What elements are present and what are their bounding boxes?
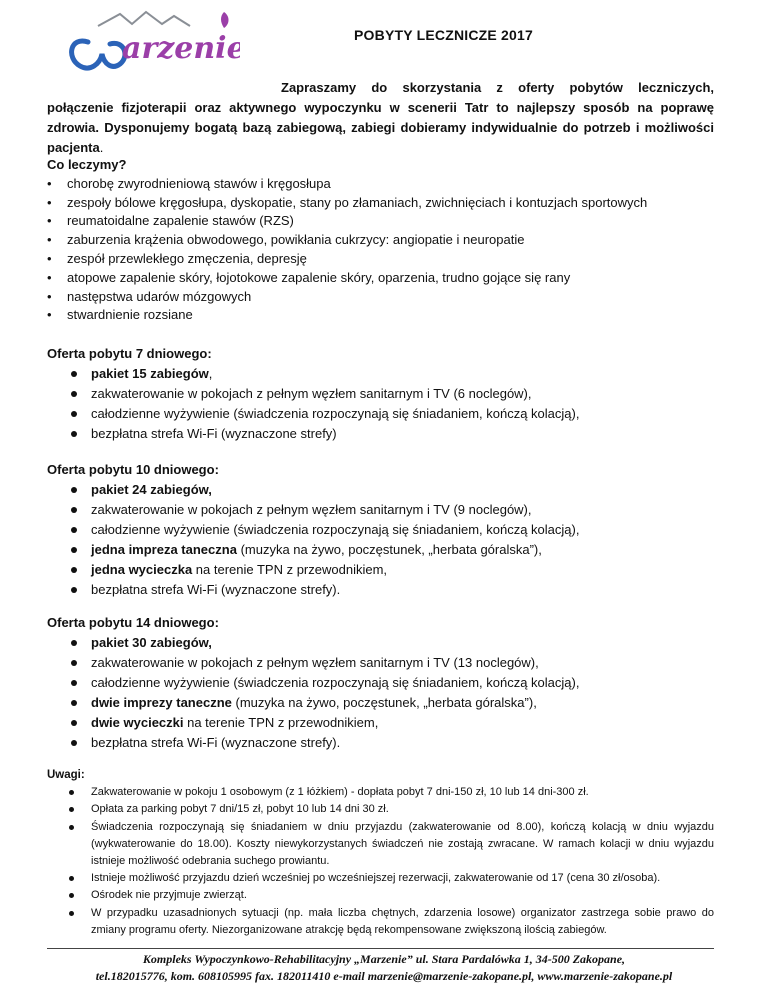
footer-address: Kompleks Wypoczynkowo-Rehabilitacyjny „Marzenie” ul. Stara Pardalówka 1, 34-500 Zakopane, [142, 952, 626, 966]
treatments-section [47, 156, 647, 325]
offer-item [47, 733, 579, 753]
intro-paragraph: Zapraszamy do skorzystania z oferty pobytów leczniczych, połączenie fizjoterapii oraz aktywnego wypoczynku w scenerii Tatr to najlepszy sposób na poprawę zdrowia. Dysponujemy bogatą bazą zabiegową, zabiegi dobieramy indywidualnie do potrzeb i możliwości pacjenta. [47, 80, 714, 155]
note-item: Ośrodek nie przyjmuje zwierząt. [47, 887, 714, 904]
offer-item-text: na terenie TPN z przewodnikiem, [192, 562, 388, 577]
offer-10-heading: Oferta pobytu 10 dniowego: [47, 462, 219, 477]
offer-item-text: bezpłatna strefa Wi-Fi (wyznaczone strefy) [91, 426, 337, 441]
logo-heart-m [72, 41, 125, 68]
note-item: W przypadku uzasadnionych sytuacji (np. mała liczba chętnych, zdarzenia losowe) organizator zastrzega sobie prawo do zmiany programu oferty. Niezorganizowane atrakcję będą rekompensowane zwiększoną ilością zabiegów. [47, 905, 714, 939]
offer-item-highlight: pakiet 24 zabiegów, [91, 482, 212, 497]
offer-item [47, 424, 579, 444]
offer-item-text: zakwaterowanie w pokojach z pełnym węzłem sanitarnym i TV (6 noclegów), [91, 386, 532, 401]
offer-item [47, 384, 579, 404]
note-item: Istnieje możliwość przyjazdu dzień wcześniej po wcześniejszej rezerwacji, zakwaterowanie od 17 (cena 30 zł/osoba). [47, 870, 714, 887]
offer-item [47, 653, 579, 673]
offer-7-list [47, 364, 579, 444]
treatment-item: • zespół przewlekłego zmęczenia, depresję [47, 250, 647, 269]
offer-item-text: całodzienne wyżywienie (świadczenia rozpoczynają się śniadaniem, kończą kolacją), [91, 675, 580, 690]
offer-item-highlight: pakiet 30 zabiegów, [91, 635, 212, 650]
offer-item [47, 364, 579, 384]
logo [62, 6, 240, 76]
page-title: POBYTY LECZNICZE 2017 [354, 27, 533, 43]
note-item: Zakwaterowanie w pokoju 1 osobowym (z 1 łóżkiem) - dopłata pobyt 7 dni-150 zł, 10 lub 14 dni-300 zł. [47, 784, 714, 801]
treatment-item: • zaburzenia krążenia obwodowego, powikłania cukrzycy: angiopatie i neuropatie [47, 231, 647, 250]
treatment-item: • chorobę zwyrodnieniową stawów i kręgosłupa [47, 175, 647, 194]
offer-item [47, 580, 579, 600]
offer-item-text: zakwaterowanie w pokojach z pełnym węzłem sanitarnym i TV (9 noclegów), [91, 502, 532, 517]
offer-item-text: zakwaterowanie w pokojach z pełnym węzłem sanitarnym i TV (13 noclegów), [91, 655, 539, 670]
note-item: Opłata za parking pobyt 7 dni/15 zł, pobyt 10 lub 14 dni 30 zł. [47, 801, 714, 818]
notes-list [47, 784, 714, 939]
treatment-item: • stwardnienie rozsiane [47, 306, 647, 325]
offer-item [47, 693, 579, 713]
offer-item-highlight: dwie imprezy taneczne [91, 695, 232, 710]
offer-item [47, 560, 579, 580]
offer-item-highlight: jedna impreza taneczna [91, 542, 237, 557]
offer-item-text: (muzyka na żywo, poczęstunek, „herbata góralska”), [231, 695, 537, 710]
intro-text: Zapraszamy do skorzystania z oferty pobytów leczniczych, połączenie fizjoterapii oraz aktywnego wypoczynku w scenerii Tatr to najlepszy sposób na poprawę zdrowia. Dysponujemy bogatą bazą zabiegową, zabiegi dobieramy indywidualnie do potrzeb i możliwości pacjenta [47, 80, 714, 155]
offer-14-list [47, 633, 579, 753]
offer-7-section [47, 344, 579, 444]
logo-graphic [62, 6, 240, 76]
notes-heading: Uwagi: [47, 769, 85, 781]
footer-contact: tel.182015776, kom. 608105995 fax. 182011410 e-mail marzenie@marzenie-zakopane.pl, www.marzenie-zakopane.pl [95, 969, 673, 983]
offer-item-highlight: jedna wycieczka [91, 562, 193, 577]
offer-item-highlight: dwie wycieczki [91, 715, 184, 730]
offer-item-text: bezpłatna strefa Wi-Fi (wyznaczone strefy). [91, 582, 341, 597]
offer-item-text: całodzienne wyżywienie (świadczenia rozpoczynają się śniadaniem, kończą kolacją), [91, 406, 580, 421]
offer-14-heading: Oferta pobytu 14 dniowego: [47, 615, 219, 630]
offer-item [47, 404, 579, 424]
offer-10-section [47, 460, 579, 600]
offer-item [47, 480, 579, 500]
offer-item [47, 633, 579, 653]
treatments-heading: Co leczymy? [47, 157, 127, 172]
treatment-item: • atopowe zapalenie skóry, łojotokowe zapalenie skóry, oparzenia, trudno gojące się rany [47, 269, 647, 288]
offer-item [47, 540, 579, 560]
offer-7-heading: Oferta pobytu 7 dniowego: [47, 346, 212, 361]
offer-item [47, 673, 579, 693]
offer-14-section [47, 613, 579, 753]
offer-item-text: na terenie TPN z przewodnikiem, [183, 715, 379, 730]
footer-divider [47, 948, 714, 949]
offer-item-highlight: pakiet 15 zabiegów [91, 366, 209, 381]
notes-section [47, 767, 714, 939]
treatment-item: • reumatoidalne zapalenie stawów (RZS) [47, 212, 647, 231]
treatments-list [47, 175, 647, 325]
logo-wordmark: arzenie [122, 31, 240, 66]
offer-item-text: całodzienne wyżywienie (świadczenia rozpoczynają się śniadaniem, kończą kolacją), [91, 522, 580, 537]
offer-item-text: , [208, 366, 213, 381]
note-item: Świadczenia rozpoczynają się śniadaniem w dniu przyjazdu (zakwaterowanie od 8.00), kończą kolacją w dniu wyjazdu (wykwaterowanie do 18.00). Koszty niewykorzystanych świadczeń nie zostają zwracane. W ramach kolacji w dniu wyjazdu istnieje możliwość odebrania suchego prowiantu. [47, 819, 714, 871]
offer-10-list [47, 480, 579, 600]
offer-item [47, 500, 579, 520]
mountain-outline [98, 12, 190, 26]
logo-leaf [221, 12, 229, 28]
offer-item-text: (muzyka na żywo, poczęstunek, „herbata góralska”), [236, 542, 542, 557]
treatment-item: • następstwa udarów mózgowych [47, 288, 647, 307]
offer-item-text: bezpłatna strefa Wi-Fi (wyznaczone strefy). [91, 735, 341, 750]
treatment-item: • zespoły bólowe kręgosłupa, dyskopatie, stany po złamaniach, zwichnięciach i kontuzjach sportowych [47, 194, 647, 213]
offer-item [47, 713, 579, 733]
footer [20, 951, 748, 985]
offer-item [47, 520, 579, 540]
